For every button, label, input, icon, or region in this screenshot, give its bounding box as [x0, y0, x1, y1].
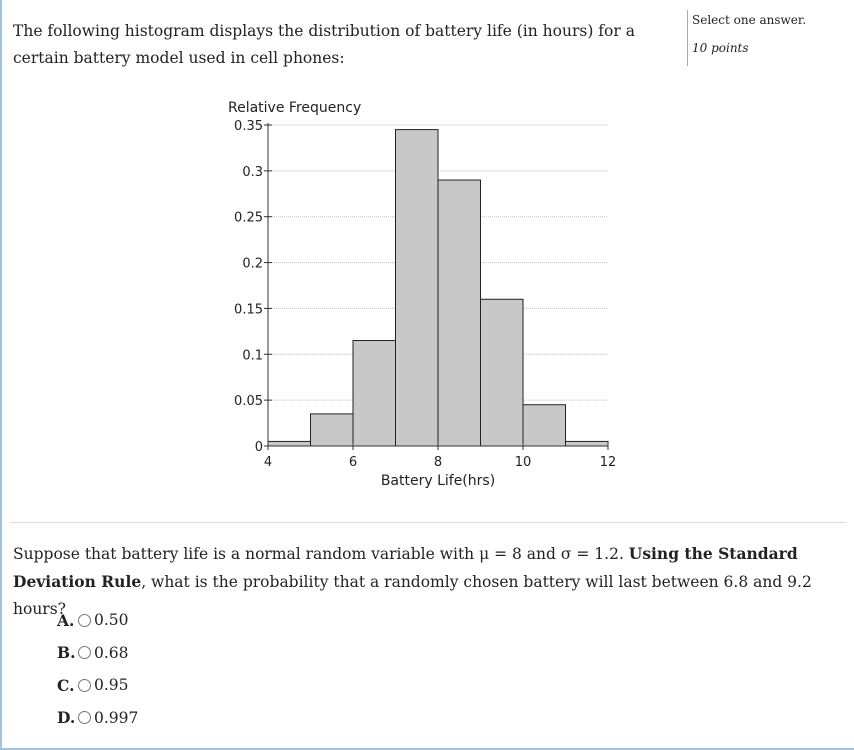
x-tick-label: 12: [599, 455, 617, 470]
choice-value: 0.95: [94, 676, 129, 695]
x-tick-label: 6: [348, 455, 358, 470]
choice-c[interactable]: [57, 669, 138, 702]
radio-button-c[interactable]: [78, 679, 91, 692]
choice-b[interactable]: [57, 637, 138, 670]
y-tick-label: 0.2: [242, 256, 263, 272]
histogram-bar: [481, 299, 524, 446]
histogram-bar: [438, 180, 481, 446]
y-tick-label: 0.05: [234, 394, 263, 410]
radio-button-d[interactable]: [78, 711, 91, 724]
choice-letter: D.: [57, 708, 76, 728]
histogram-bar: [268, 441, 311, 446]
y-axis-label: Relative Frequency: [228, 100, 362, 116]
y-tick-label: 0.35: [234, 119, 263, 134]
histogram-chart: [220, 95, 630, 495]
prompt-text-end: , what is the probability that a randomly chosen battery will last between 6.8 and 9.2 hours?: [13, 573, 812, 618]
choice-d[interactable]: [57, 702, 138, 735]
x-tick-label: 8: [433, 455, 443, 470]
prompt-emphasis: Using the Standard Deviation Rule: [13, 544, 798, 591]
radio-button-a[interactable]: [78, 614, 91, 627]
choice-letter: B.: [57, 643, 76, 663]
prompt-text-start: Suppose that battery life is a normal random variable with μ = 8 and σ = 1.2.: [13, 545, 629, 563]
points-label: 10 points: [692, 41, 749, 55]
radio-button-b[interactable]: [78, 646, 91, 659]
choice-letter: C.: [57, 675, 75, 695]
x-axis-label: Battery Life(hrs): [380, 473, 496, 489]
y-tick-label: 0.25: [234, 210, 263, 226]
histogram-bar: [396, 130, 439, 446]
answer-instruction: Select one answer.: [692, 13, 807, 27]
choice-a[interactable]: [57, 604, 138, 637]
answer-choices: [57, 604, 138, 734]
section-divider: [10, 522, 846, 523]
y-tick-label: 0.15: [234, 302, 263, 318]
choice-value: 0.997: [94, 708, 139, 727]
choice-letter: A.: [57, 610, 75, 630]
x-tick-label: 4: [263, 455, 273, 470]
y-tick-label: 0.1: [242, 348, 263, 364]
histogram-bar: [566, 441, 609, 446]
histogram-svg: [220, 95, 630, 495]
choice-value: 0.50: [94, 611, 129, 630]
histogram-bar: [523, 405, 566, 446]
x-tick-label: 10: [514, 455, 532, 470]
y-tick-label: 0: [254, 440, 263, 455]
histogram-bar: [353, 341, 396, 446]
y-tick-label: 0.3: [242, 164, 263, 180]
question-intro: The following histogram displays the distribution of battery life (in hours) for a certain battery model used in cell phones:: [13, 22, 635, 67]
question-prompt: [13, 540, 849, 623]
question-meta: [687, 10, 806, 66]
histogram-bar: [311, 414, 354, 446]
choice-value: 0.68: [94, 643, 129, 662]
